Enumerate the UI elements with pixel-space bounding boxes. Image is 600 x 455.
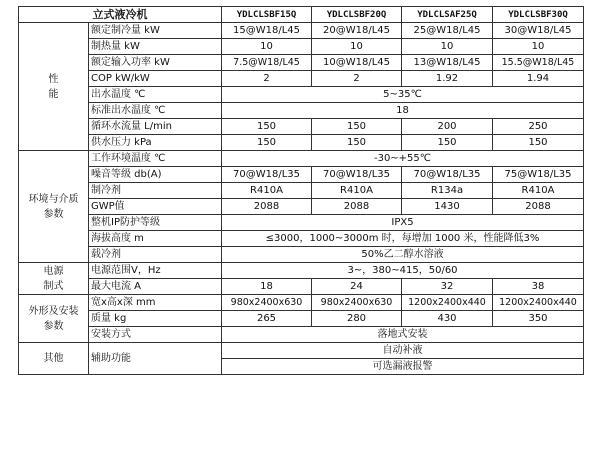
cell: 30@W18/L45 bbox=[493, 23, 584, 39]
cell: 1200x2400x440 bbox=[402, 295, 493, 311]
table-row bbox=[19, 263, 584, 279]
row-label: 额定输入功率 kW bbox=[89, 55, 222, 71]
row-label: 噪音等级 db(A) bbox=[89, 167, 222, 183]
cell-merged: 可选漏液报警 bbox=[222, 359, 584, 375]
cell: 7.5@W18/L45 bbox=[222, 55, 312, 71]
row-label: 出水温度 ℃ bbox=[89, 87, 222, 103]
cell: 1430 bbox=[402, 199, 493, 215]
group-dimensions bbox=[19, 295, 89, 343]
row-label: 海拔高度 m bbox=[89, 231, 222, 247]
table-row bbox=[19, 247, 584, 263]
table-row bbox=[19, 119, 584, 135]
row-label: 循环水流量 L/min bbox=[89, 119, 222, 135]
cell: 1.94 bbox=[493, 71, 584, 87]
cell: 2088 bbox=[493, 199, 584, 215]
table-row bbox=[19, 23, 584, 39]
table-title: 立式液冷机 bbox=[19, 7, 222, 23]
table-row bbox=[19, 295, 584, 311]
cell: 280 bbox=[312, 311, 402, 327]
cell: 20@W18/L45 bbox=[312, 23, 402, 39]
cell: 10 bbox=[312, 39, 402, 55]
cell: 13@W18/L45 bbox=[402, 55, 493, 71]
cell: 150 bbox=[222, 135, 312, 151]
row-label: 额定制冷量 kW bbox=[89, 23, 222, 39]
row-label: COP kW/kW bbox=[89, 71, 222, 87]
cell: 10@W18/L45 bbox=[312, 55, 402, 71]
cell: R410A bbox=[493, 183, 584, 199]
cell: 250 bbox=[493, 119, 584, 135]
cell: 15@W18/L45 bbox=[222, 23, 312, 39]
cell: 75@W18/L35 bbox=[493, 167, 584, 183]
cell: 25@W18/L45 bbox=[402, 23, 493, 39]
table-row bbox=[19, 39, 584, 55]
table-row bbox=[19, 183, 584, 199]
cell: 10 bbox=[402, 39, 493, 55]
cell: 150 bbox=[493, 135, 584, 151]
table-row bbox=[19, 103, 584, 119]
group-label: 性 能 bbox=[48, 73, 59, 100]
row-label: 载冷剂 bbox=[89, 247, 222, 263]
cell-merged: -30~+55℃ bbox=[222, 151, 584, 167]
table-row bbox=[19, 199, 584, 215]
model-header-4: YDLCLSBF30Q bbox=[493, 7, 584, 23]
row-label: 电源范围V，Hz bbox=[89, 263, 222, 279]
row-label: 宽x高x深 mm bbox=[89, 295, 222, 311]
cell: 18 bbox=[222, 279, 312, 295]
model-header-2: YDLCLSBF20Q bbox=[312, 7, 402, 23]
row-label: GWP值 bbox=[89, 199, 222, 215]
cell: 15.5@W18/L45 bbox=[493, 55, 584, 71]
cell: 24 bbox=[312, 279, 402, 295]
cell: 265 bbox=[222, 311, 312, 327]
cell: 150 bbox=[222, 119, 312, 135]
group-performance bbox=[19, 23, 89, 151]
table-row bbox=[19, 215, 584, 231]
cell: R134a bbox=[402, 183, 493, 199]
row-label: 工作环境温度 ℃ bbox=[89, 151, 222, 167]
table-row bbox=[19, 327, 584, 343]
cell: 10 bbox=[493, 39, 584, 55]
row-label: 最大电流 A bbox=[89, 279, 222, 295]
cell-merged: ≤3000，1000~3000m 时，每增加 1000 米，性能降低3% bbox=[222, 231, 584, 247]
table-row bbox=[19, 87, 584, 103]
cell: 38 bbox=[493, 279, 584, 295]
cell: 2 bbox=[222, 71, 312, 87]
group-label: 环境与介质 参数 bbox=[28, 193, 79, 220]
cell: 1.92 bbox=[402, 71, 493, 87]
cell: 150 bbox=[402, 135, 493, 151]
row-label: 供水压力 kPa bbox=[89, 135, 222, 151]
cell: 70@W18/L35 bbox=[312, 167, 402, 183]
cell: 150 bbox=[312, 119, 402, 135]
group-other bbox=[19, 343, 89, 375]
cell: 2 bbox=[312, 71, 402, 87]
table-row bbox=[19, 343, 584, 359]
table-row bbox=[19, 55, 584, 71]
table-row bbox=[19, 151, 584, 167]
row-label: 质量 kg bbox=[89, 311, 222, 327]
cell: 1200x2400x440 bbox=[493, 295, 584, 311]
row-label: 制热量 kW bbox=[89, 39, 222, 55]
cell-merged: 3~，380~415，50/60 bbox=[222, 263, 584, 279]
table-row bbox=[19, 71, 584, 87]
row-label: 标准出水温度 ℃ bbox=[89, 103, 222, 119]
cell: 150 bbox=[312, 135, 402, 151]
model-header-3: YDLCLSAF25Q bbox=[402, 7, 493, 23]
cell: 2088 bbox=[312, 199, 402, 215]
model-header-1: YDLCLSBF15Q bbox=[222, 7, 312, 23]
group-power bbox=[19, 263, 89, 295]
group-label: 外形及安装 参数 bbox=[28, 305, 79, 332]
cell: 2088 bbox=[222, 199, 312, 215]
group-label: 其他 bbox=[43, 353, 64, 364]
cell: 10 bbox=[222, 39, 312, 55]
group-environment bbox=[19, 151, 89, 263]
cell: R410A bbox=[222, 183, 312, 199]
cell-merged: 落地式安装 bbox=[222, 327, 584, 343]
table-row bbox=[19, 231, 584, 247]
table-row bbox=[19, 311, 584, 327]
cell-merged: 50%乙二醇水溶液 bbox=[222, 247, 584, 263]
cell-merged: 5~35℃ bbox=[222, 87, 584, 103]
cell-merged: 18 bbox=[222, 103, 584, 119]
table-row bbox=[19, 167, 584, 183]
table-row bbox=[19, 279, 584, 295]
table-row bbox=[19, 135, 584, 151]
cell: 200 bbox=[402, 119, 493, 135]
cell: 350 bbox=[493, 311, 584, 327]
header-row bbox=[19, 7, 584, 23]
cell: R410A bbox=[312, 183, 402, 199]
row-label: 安装方式 bbox=[89, 327, 222, 343]
cell-merged: 自动补液 bbox=[222, 343, 584, 359]
cell: 430 bbox=[402, 311, 493, 327]
cell: 70@W18/L35 bbox=[402, 167, 493, 183]
cell: 980x2400x630 bbox=[312, 295, 402, 311]
spec-table bbox=[18, 6, 584, 375]
cell: 70@W18/L35 bbox=[222, 167, 312, 183]
row-label: 整机IP防护等级 bbox=[89, 215, 222, 231]
row-label: 辅助功能 bbox=[89, 343, 222, 375]
cell-merged: IPX5 bbox=[222, 215, 584, 231]
cell: 32 bbox=[402, 279, 493, 295]
group-label: 电源 制式 bbox=[43, 265, 64, 292]
row-label: 制冷剂 bbox=[89, 183, 222, 199]
cell: 980x2400x630 bbox=[222, 295, 312, 311]
